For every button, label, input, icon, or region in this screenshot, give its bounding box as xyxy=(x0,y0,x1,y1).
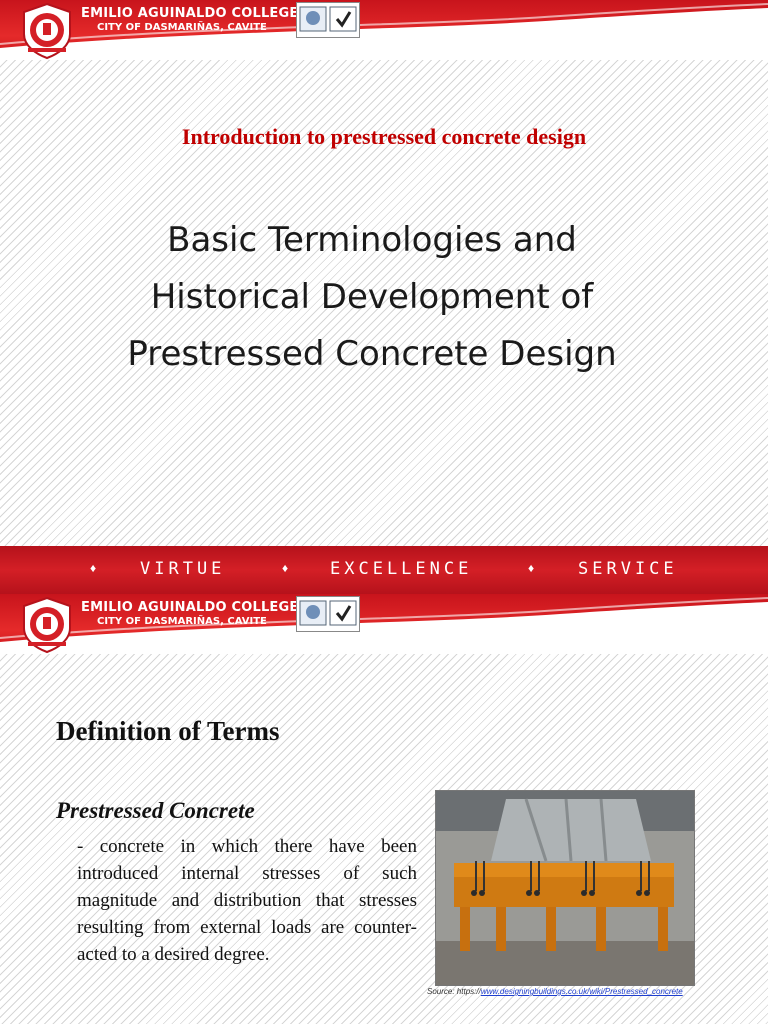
term-name: Prestressed Concrete xyxy=(56,798,255,823)
college-city: CITY OF DASMARIÑAS, CAVITE xyxy=(97,22,267,33)
college-city: CITY OF DASMARIÑAS, CAVITE xyxy=(97,616,267,627)
college-seal-icon xyxy=(18,596,76,654)
value-virtue: VIRTUE xyxy=(140,559,226,579)
slide-subtitle: Introduction to prestressed concrete design xyxy=(181,124,587,149)
college-name: EMILIO AGUINALDO COLLEGE xyxy=(81,600,299,615)
college-header xyxy=(0,594,768,654)
term-definition: - concrete in which there have been introduced internal stresses of such magnitude and distribution that stresses resulting from external loads are counter-acted to a desired degree. xyxy=(77,836,417,965)
diamond-icon: ♦ xyxy=(528,561,535,575)
college-header xyxy=(0,0,768,60)
prestressed-concrete-photo xyxy=(435,790,695,986)
core-values-bar xyxy=(0,546,768,594)
certification-badges xyxy=(296,596,360,632)
source-link[interactable]: www.designingbuildings.co.uk/wiki/Prestressed_concrete xyxy=(480,987,683,996)
slide-main-title xyxy=(60,212,684,383)
college-seal-icon xyxy=(18,2,76,60)
diamond-icon: ♦ xyxy=(90,561,97,575)
certification-badges xyxy=(296,2,360,38)
title-line: Historical Development of xyxy=(150,277,594,317)
title-line: Basic Terminologies and xyxy=(167,220,577,260)
value-service: SERVICE xyxy=(578,559,678,579)
diamond-icon: ♦ xyxy=(282,561,289,575)
slide-definitions xyxy=(0,594,768,1024)
image-source-caption xyxy=(427,987,683,996)
college-name: EMILIO AGUINALDO COLLEGE xyxy=(81,6,299,21)
title-line: Prestressed Concrete Design xyxy=(127,334,617,374)
source-prefix: Source: https:// xyxy=(427,987,481,996)
definition-of-terms-heading: Definition of Terms xyxy=(56,716,280,746)
value-excellence: EXCELLENCE xyxy=(330,559,473,579)
